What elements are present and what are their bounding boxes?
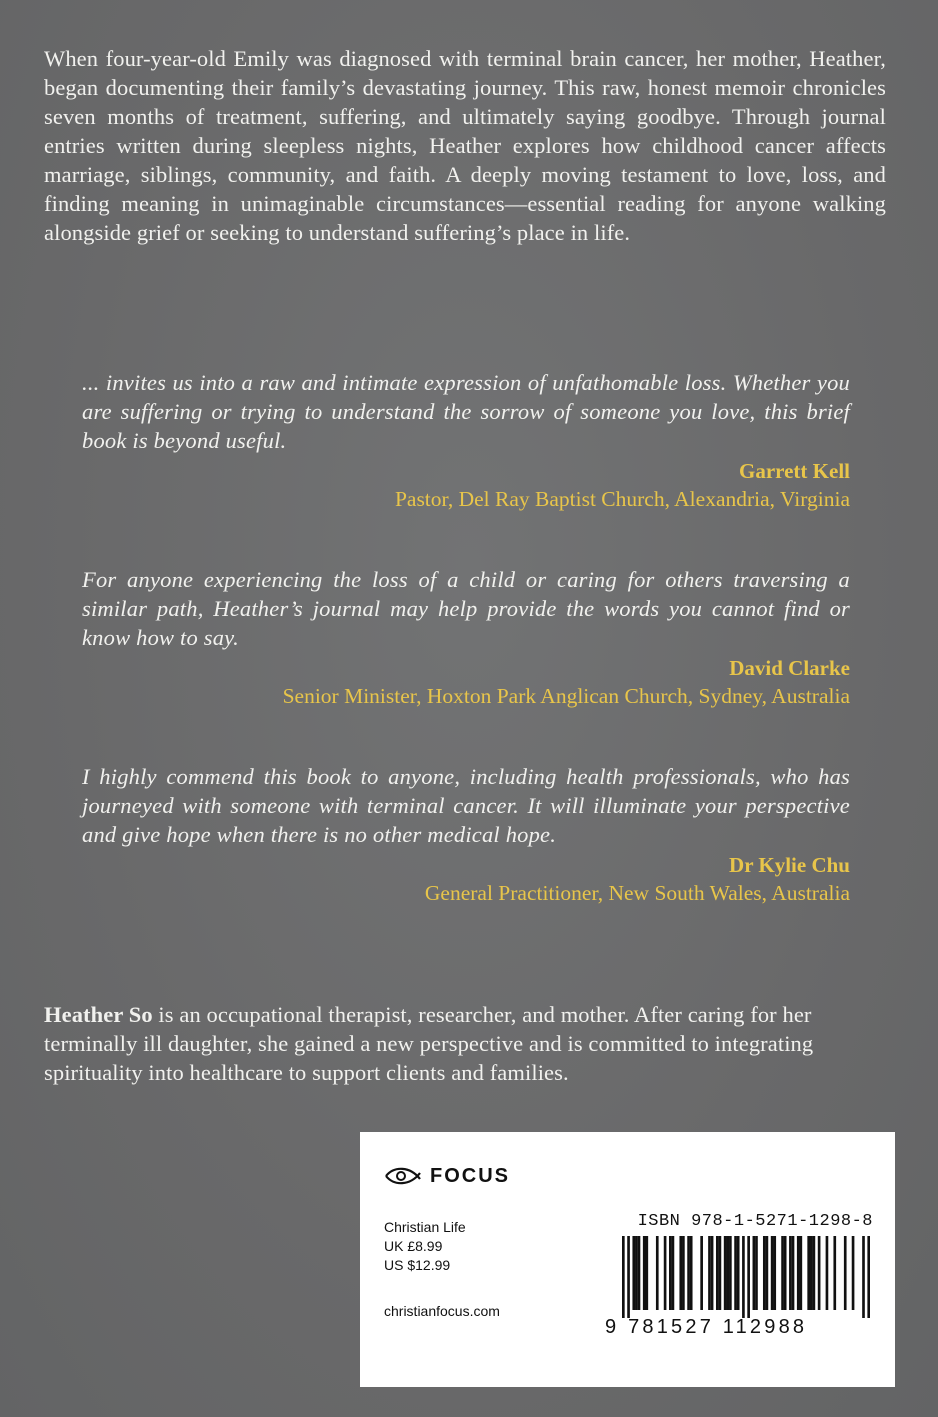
barcode-bar bbox=[638, 1236, 641, 1310]
barcode-bar bbox=[813, 1236, 816, 1310]
price-uk: UK £8.99 bbox=[384, 1238, 443, 1254]
barcode-bar bbox=[810, 1236, 813, 1310]
endorsement-quote: I highly commend this book to anyone, including health professionals, who has journeyed with someone with terminal cancer. It will illuminate your perspective and give hope when there is no other medical hope. bbox=[82, 764, 850, 847]
barcode bbox=[622, 1236, 870, 1318]
category: Christian Life bbox=[384, 1219, 466, 1235]
fish-eye-icon bbox=[384, 1165, 424, 1187]
barcode-bar bbox=[755, 1236, 758, 1310]
endorser-name: David Clarke bbox=[729, 656, 850, 680]
endorser-role: Senior Minister, Hoxton Park Anglican Church, Sydney, Australia bbox=[282, 684, 850, 708]
publisher-logo bbox=[384, 1164, 510, 1188]
barcode-bar bbox=[690, 1236, 693, 1310]
author-bio-text: is an occupational therapist, researcher, and mother. After caring for her terminally ill daughter, she gained a new perspective and is committed to integrating spirituality into healthcare to support clients and families. bbox=[44, 1002, 814, 1085]
endorsement bbox=[82, 565, 850, 710]
publisher-website: christianfocus.com bbox=[384, 1303, 500, 1319]
barcode-bar bbox=[792, 1236, 795, 1310]
endorsement-quote: For anyone experiencing the loss of a child or caring for others traversing a similar path, Heather’s journal may help provide the words you cannot find or know how to say. bbox=[82, 567, 850, 650]
author-bio bbox=[44, 1000, 890, 1087]
barcode-bar bbox=[708, 1236, 711, 1310]
barcode-bar bbox=[742, 1236, 745, 1318]
barcode-bar bbox=[729, 1236, 732, 1310]
price-us: US $12.99 bbox=[384, 1257, 451, 1273]
barcode-bar bbox=[747, 1236, 750, 1318]
barcode-bar bbox=[664, 1236, 667, 1310]
price-label bbox=[360, 1132, 895, 1387]
price-info bbox=[384, 1218, 466, 1275]
author-name: Heather So bbox=[44, 1002, 153, 1027]
barcode-bar bbox=[635, 1236, 638, 1310]
barcode-bar bbox=[797, 1236, 800, 1310]
barcode-bar bbox=[643, 1236, 646, 1310]
endorser-role: General Practitioner, New South Wales, Australia bbox=[424, 881, 850, 905]
endorser-name: Garrett Kell bbox=[739, 459, 850, 483]
barcode-bar bbox=[766, 1236, 769, 1310]
barcode-bar bbox=[719, 1236, 722, 1310]
barcode-bar bbox=[632, 1236, 635, 1310]
barcode-bar bbox=[687, 1236, 690, 1310]
barcode-bar bbox=[724, 1236, 727, 1310]
barcode-bar bbox=[826, 1236, 829, 1310]
barcode-bar bbox=[789, 1236, 792, 1310]
barcode-bar bbox=[773, 1236, 776, 1310]
barcode-bar bbox=[800, 1236, 803, 1310]
endorser-name: Dr Kylie Chu bbox=[729, 853, 850, 877]
barcode-bar bbox=[711, 1236, 714, 1310]
barcode-bar bbox=[818, 1236, 821, 1310]
barcode-bar bbox=[737, 1236, 740, 1310]
barcode-bar bbox=[833, 1236, 836, 1310]
barcode-number: 9 781527 112988 bbox=[605, 1316, 808, 1338]
endorsement bbox=[82, 762, 850, 907]
barcode-bar bbox=[656, 1236, 659, 1310]
barcode-bar bbox=[763, 1236, 766, 1310]
barcode-bar bbox=[627, 1236, 630, 1318]
barcode-bar bbox=[852, 1236, 855, 1310]
endorsement bbox=[82, 368, 850, 513]
publisher-name: FOCUS bbox=[430, 1164, 510, 1187]
barcode-bar bbox=[645, 1236, 648, 1310]
barcode-bar bbox=[679, 1236, 682, 1310]
barcode-bar bbox=[867, 1236, 870, 1318]
endorsement-quote: ... invites us into a raw and intimate expression of unfathomable loss. Whether you are suffering or trying to understand the sorrow of someone you love, this brief book is beyond useful. bbox=[82, 370, 850, 453]
barcode-bar bbox=[672, 1236, 675, 1310]
barcode-bar bbox=[784, 1236, 787, 1310]
barcode-bar bbox=[734, 1236, 737, 1310]
barcode-bar bbox=[753, 1236, 756, 1310]
barcode-bar bbox=[862, 1236, 865, 1318]
barcode-bar bbox=[726, 1236, 729, 1310]
book-blurb: When four-year-old Emily was diagnosed with terminal brain cancer, her mother, Heather, began documenting their family’s devastating journey. This raw, honest memoir chronicles seven months of treatment, suffering, and ultimately saying goodbye. Through journal entries written during sleepless nights, Heather explores how childhood cancer affects marriage, siblings, community, and faith. A deeply moving testament to love, loss, and finding meaning in unimaginable circumstances—essential reading for anyone walking alongside grief or seeking to understand suffering’s place in life. bbox=[44, 46, 886, 245]
barcode-bar bbox=[844, 1236, 847, 1310]
barcode-bar bbox=[622, 1236, 625, 1318]
barcode-bar bbox=[807, 1236, 810, 1310]
endorser-role: Pastor, Del Ray Baptist Church, Alexandria, Virginia bbox=[394, 487, 850, 511]
isbn: ISBN 978-1-5271-1298-8 bbox=[637, 1212, 873, 1231]
barcode-bar bbox=[700, 1236, 703, 1310]
barcode-bar bbox=[781, 1236, 784, 1310]
barcode-bar bbox=[771, 1236, 774, 1310]
barcode-bar bbox=[682, 1236, 685, 1310]
barcode-bar bbox=[716, 1236, 719, 1310]
barcode-bar bbox=[669, 1236, 672, 1310]
